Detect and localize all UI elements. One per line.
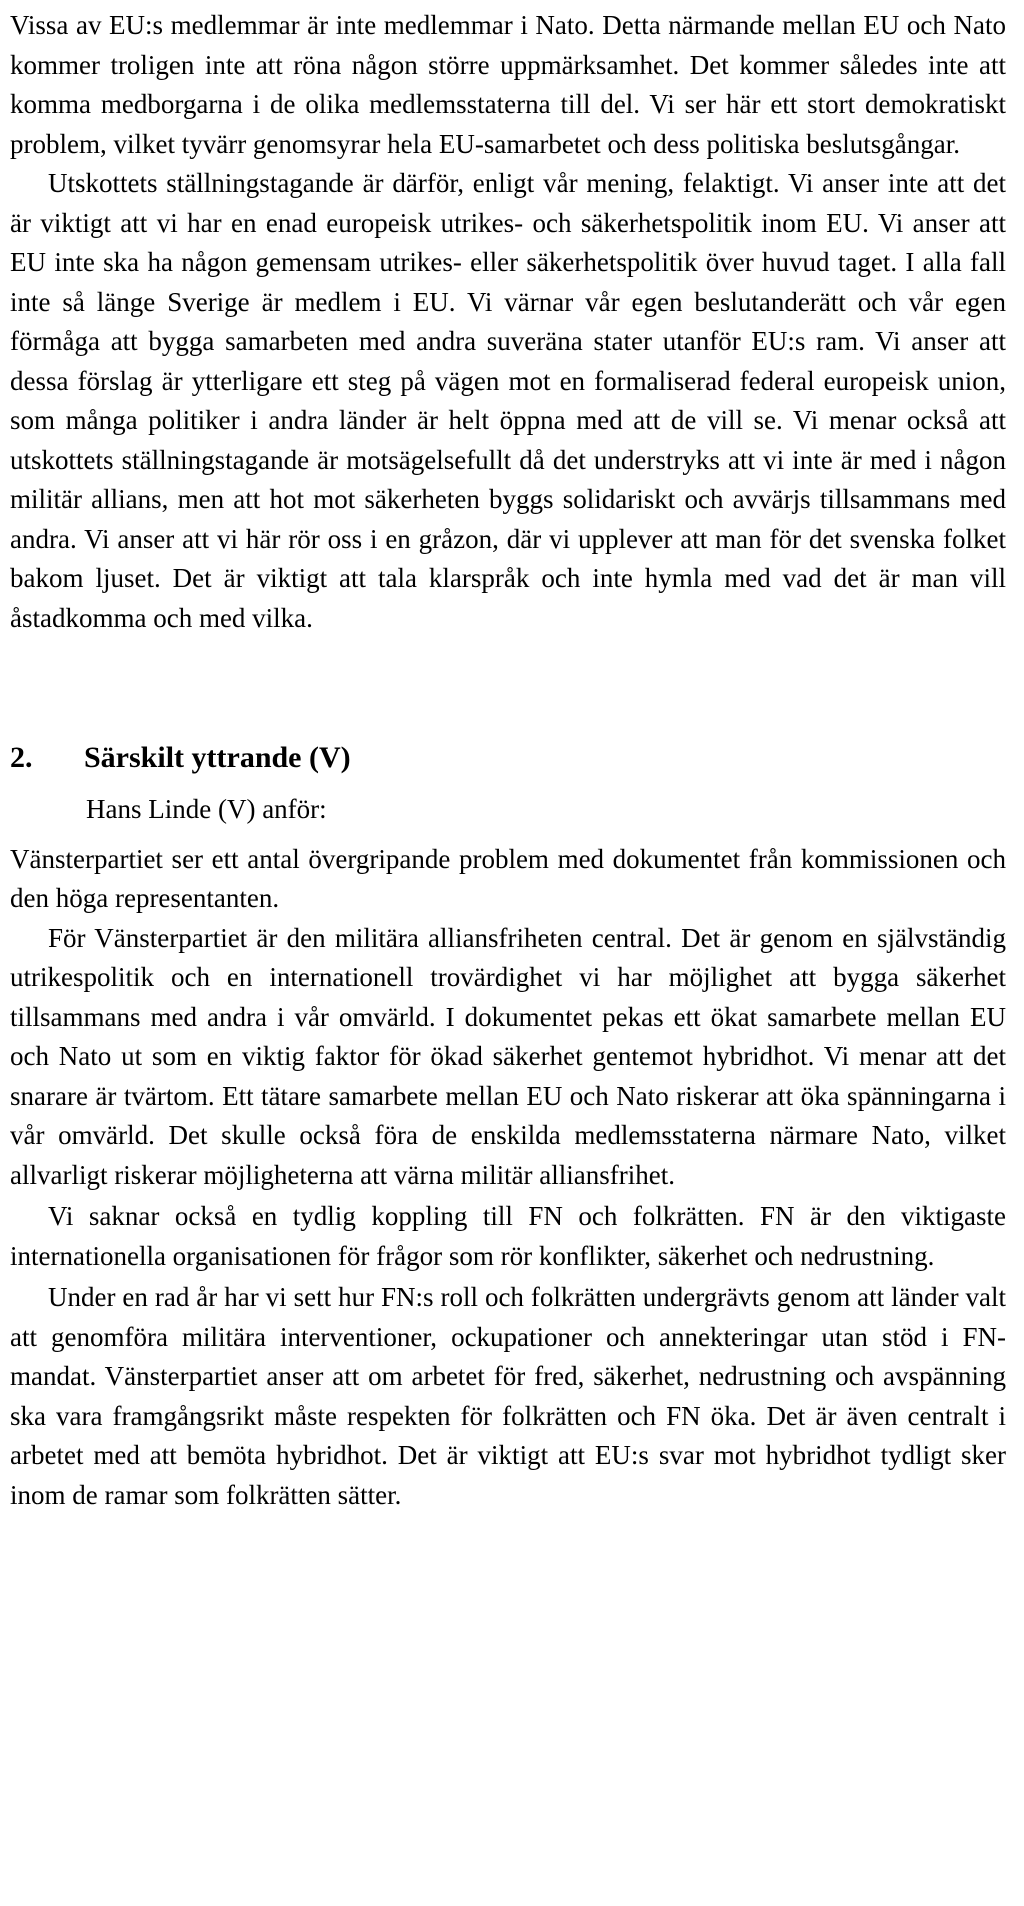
section-number: 2. <box>10 741 33 774</box>
body-paragraph: Vissa av EU:s medlemmar är inte medlemmar i Nato. Detta närmande mellan EU och Nato kommer troligen inte att röna någon större uppmärksamhet. Det kommer således inte att komma medborgarna i de olika medlemsstaterna till del. Vi ser här ett stort demokratiskt problem, vilket tyvärr genomsyrar hela EU-samarbetet och dess politiska beslutsgångar. <box>10 10 1006 159</box>
body-paragraph: Vänsterpartiet ser ett antal övergripande problem med dokumentet från kommissionen och den höga representanten. <box>10 843 1006 913</box>
speaker-line: Hans Linde (V) anför: <box>86 794 327 824</box>
section-heading <box>10 736 1006 780</box>
section-title: Särskilt yttrande (V) <box>84 741 351 774</box>
body-paragraph: Vi saknar också en tydlig koppling till FN och folkrätten. FN är den viktigaste internationella organisationen för frågor som rör konflikter, säkerhet och nedrustning. <box>10 1201 1006 1271</box>
body-paragraph: Utskottets ställningstagande är därför, enligt vår mening, felaktigt. Vi anser inte att det är viktigt att vi har en enad europeisk utrikes- och säkerhetspolitik inom EU. Vi anser att EU inte ska ha någon gemensam utrikes- eller säkerhetspolitik över huvud taget. I alla fall inte så länge Sverige är medlem i EU. Vi värnar vår egen beslutanderätt och vår egen förmåga att bygga samarbeten med andra suveräna stater utanför EU:s ram. Vi anser att dessa förslag är ytterligare ett steg på vägen mot en formaliserad federal europeisk union, som många politiker i andra länder är helt öppna med att de vill se. Vi menar också att utskottets ställningstagande är motsägelsefullt då det understryks att vi inte är med i någon militär allians, men att hot mot säkerheten byggs solidariskt och avvärjs tillsammans med andra. Vi anser att vi här rör oss i en gråzon, där vi upplever att man för det svenska folket bakom ljuset. Det är viktigt att tala klarspråk och inte hymla med vad det är man vill åstadkomma och med vilka. <box>10 168 1006 633</box>
body-paragraph: Under en rad år har vi sett hur FN:s roll och folkrätten undergrävts genom att länder valt att genomföra militära interventioner, ockupationer och annekteringar utan stöd i FN-mandat. Vänsterpartiet anser att om arbetet för fred, säkerhet, nedrustning och avspänning ska vara framgångsrikt måste respekten för folkrätten och FN öka. Det är även centralt i arbetet med att bemöta hybridhot. Det är viktigt att EU:s svar mot hybridhot tydligt sker inom de ramar som folkrätten sätter. <box>10 1282 1006 1510</box>
body-paragraph: För Vänsterpartiet är den militära alliansfriheten central. Det är genom en självständig utrikespolitik och en internationell trovärdighet vi har möjlighet att bygga säkerhet tillsammans med andra i vår omvärld. I dokumentet pekas ett ökat samarbete mellan EU och Nato ut som en viktig faktor för ökad säkerhet gentemot hybridhot. Vi menar att det snarare är tvärtom. Ett tätare samarbete mellan EU och Nato riskerar att öka spänningarna i vår omvärld. Det skulle också föra de enskilda medlemsstaterna närmare Nato, vilket allvarligt riskerar möjligheterna att värna militär alliansfrihet. <box>10 922 1006 1190</box>
